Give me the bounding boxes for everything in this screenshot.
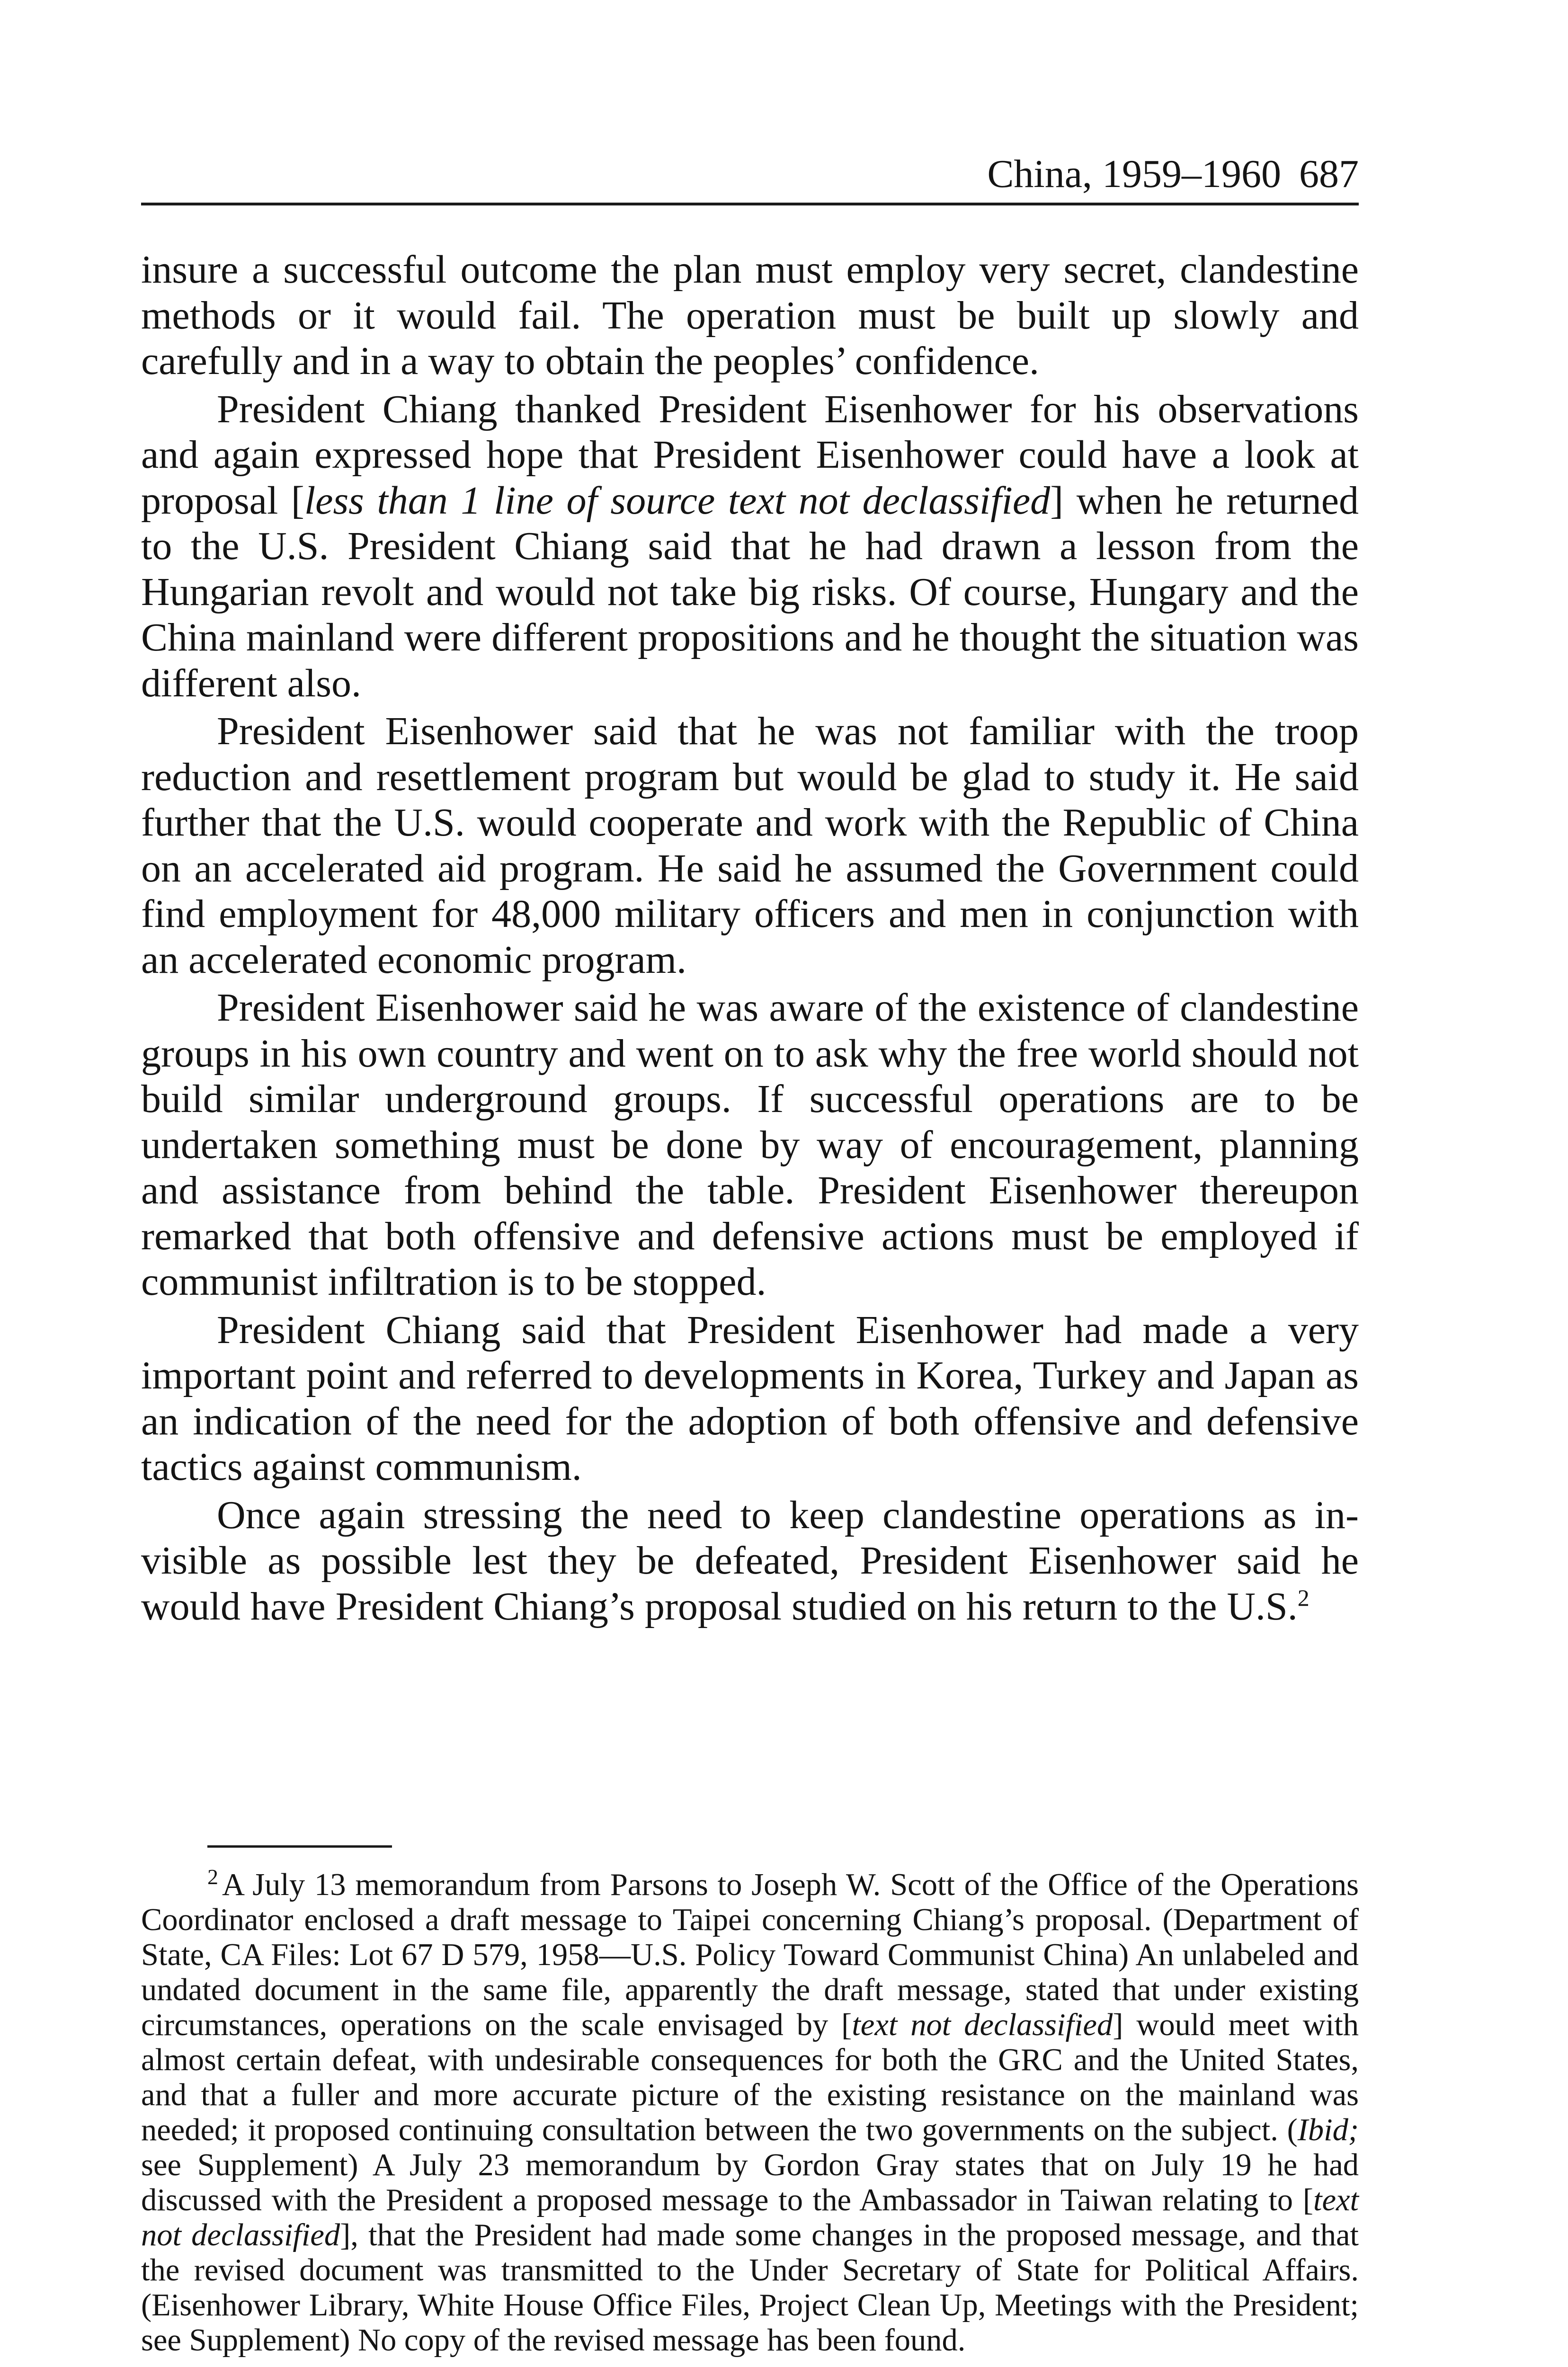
- document-page: [141, 0, 1359, 2367]
- header-rule: [141, 203, 1359, 205]
- paragraph-3-text: President Eisenhower said that he was not familiar with the troop reduction and resettlement program but would be glad to study it. He said further that the U.S. would cooperate and work with the Republic of China on an accelerated aid program. He said he assumed the Government could find employment for 48,000 military officers and men in conjunction with an accelerated economic program.: [141, 709, 1359, 982]
- paragraph-2-text-before: President Chiang thanked President Eisenhower for his observations and again expressed hope that President Eisenhower could have a look at proposal [: [141, 387, 1359, 523]
- page-number: 687: [1299, 152, 1359, 196]
- footnote-rule: [207, 1845, 392, 1848]
- paragraph-4-text: President Eisenhower said he was aware of the existence of clandestine groups in his own country and went on to ask why the free world should not build similar underground groups. If successful operations are to be undertaken something must be done by way of encouragement, planning and assistance from behind the table. President Eisenhower thereupon remarked that both offensive and defensive actions must be employed if communist infiltration is to be stopped.: [141, 986, 1359, 1304]
- paragraph-6-text: Once again stressing the need to keep clandestine operations as invisible as possible lest they be defeated, President Eisenhower said he would have President Chiang’s proposal studied on his return to the U.S.: [141, 1493, 1359, 1628]
- running-title: China, 1959–1960: [987, 152, 1281, 196]
- paragraph-4: [141, 985, 1359, 1305]
- body-text: [141, 247, 1359, 1629]
- paragraph-1: [141, 247, 1359, 384]
- footnote-2: [141, 1864, 1359, 2358]
- paragraph-1-text: insure a successful outcome the plan must employ very secret, clandestine methods or it would fail. The operation must be built up slowly and carefully and in a way to obtain the peoples’ confidence.: [141, 248, 1359, 383]
- footnote-text-4: ], that the President had made some changes in the proposed message, and that the revised document was transmitted to the Under Secretary of State for Political Affairs. (Eisenhower Library, White House Office Files, Project Clean Up, Meetings with the President; see Supplement) No copy of the revised message has been found.: [141, 2218, 1359, 2358]
- paragraph-2-italic-note: less than 1 line of source text not declassified: [304, 478, 1051, 523]
- footnote-italic-2: Ibid;: [1297, 2113, 1359, 2147]
- paragraph-6: [141, 1493, 1359, 1630]
- footnote-number: 2: [207, 1864, 218, 1889]
- footnote-reference: 2: [1297, 1584, 1310, 1611]
- paragraph-2-text-after: ] when he returned to the U.S. President Chiang said that he had drawn a lesson from the Hungarian revolt and would not take big risks. Of course, Hungary and the China mainland were different propositions and he thought the situation was different also.: [141, 478, 1359, 705]
- paragraph-5-text: President Chiang said that President Eisenhower had made a very important point and referred to developments in Korea, Turkey and Japan as an indication of the need for the adoption of both offensive and defensive tactics against communism.: [141, 1308, 1359, 1489]
- footnote-text-3: see Supplement) A July 23 memorandum by Gordon Gray states that on July 19 he had discussed with the President a proposed message to the Ambassador in Taiwan relating to [: [141, 2148, 1359, 2217]
- paragraph-5: [141, 1308, 1359, 1490]
- footnote-text-1: A July 13 memorandum from Parsons to Joseph W. Scott of the Office of the Operations Coordinator enclosed a draft message to Taipei concerning Chiang’s proposal. (Department of State, CA Files: Lot 67 D 579, 1958—U.S. Policy Toward Communist China) An unlabeled and undated document in the same file, apparently the draft message, stated that under existing circumstances, operations on the scale envisaged by [: [141, 1868, 1359, 2042]
- paragraph-3: [141, 709, 1359, 983]
- paragraph-2: [141, 387, 1359, 707]
- footnote-italic-1: text not declassified: [852, 2008, 1113, 2042]
- footnote-italic-3: text not declassified: [141, 2183, 1359, 2252]
- running-head: [987, 151, 1359, 198]
- footnote-text-2: ] would meet with almost certain defeat, with undesirable consequences for both the GRC and the United States, and that a fuller and more accurate picture of the existing resistance on the mainland was needed; it proposed continuing consultation between the two governments on the subject. (: [141, 2008, 1359, 2147]
